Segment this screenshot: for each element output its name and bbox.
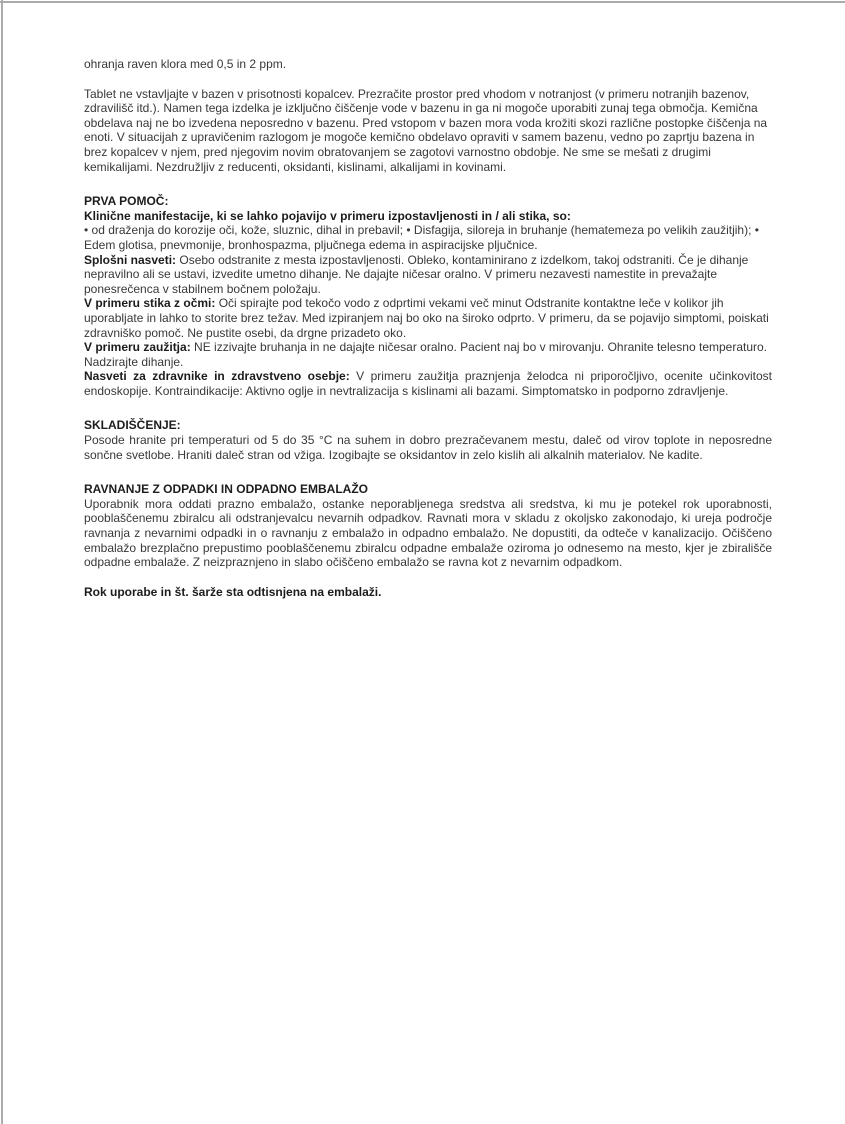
heading-storage: SKLADIŠČENJE: — [84, 418, 181, 433]
waste-handling-text: Uporabnik mora oddati prazno embalažo, ostanke neporabljenega sredstva ali sredstva, ki mu je potekel rok uporabnosti, pooblaščenemu zbiralcu ali odstranjevalcu nevarnih odpadkov. Ravnati mora v skladu z okoljsko zakonodajo, ki ureja področje ravnanja z nevarnimi odpadki in o ravnanju z embalažo in odpadno embalažo. Ne dopustiti, da odteče v kanalizacijo. Očiščeno embalažo brezplačno prepustimo pooblaščenemu zbiralcu odpadne embalaže oziroma jo odnesemo na mesto, kjer je zbirališče odpadne embalaže. Z neizpraznjeno in slabo očiščeno embalažo se ravna kot z nevarnim odpadkom. — [84, 496, 772, 570]
section-waste-handling — [84, 482, 772, 570]
first-aid-doctor-advice — [84, 369, 772, 398]
heading-waste-handling: RAVNANJE Z ODPADKI IN ODPADNO EMBALAŽO — [84, 482, 369, 497]
eye-contact-text: Oči spirajte pod tekočo vodo z odprtimi vekami več minut Odstranite kontaktne leče v kolikor jih uporabljate in lahko to storite brez težav. Med izpiranjem naj bo oko na široko odprto. V primeru, da se pojavijo simptomi, poiskati zdravniško pomoč. Ne pustite osebi, da drgne prizadeto oko. — [84, 296, 769, 340]
ingestion-text: NE izzivajte bruhanja in ne dajajte ničesar oralno. Pacient naj bo v mirovanju. Ohranite telesno temperaturo. Nadzirajte dihanje. — [84, 340, 768, 369]
paragraph-batch-info: Rok uporabe in št. šarže sta odtisnjena na embalaži. — [84, 584, 382, 599]
page-top-edge — [0, 1, 845, 3]
heading-first-aid: PRVA POMOČ: — [84, 194, 169, 209]
eye-contact-label: V primeru stika z očmi: — [84, 296, 216, 311]
doctor-advice-text: V primeru zaužitja praznjenja želodca ni priporočljivo, ocenite učinkovitost endoskopije. Kontraindikacije: Aktivno oglje in nevtralizacija s kislinami ali bazami. Simptomatsko in podporno zdravljenje. — [84, 369, 772, 398]
section-first-aid — [84, 194, 772, 398]
doctor-advice-label: Nasveti za zdravnike in zdravstveno osebje: — [84, 369, 350, 384]
section-storage — [84, 418, 772, 462]
page-left-edge — [1, 0, 3, 1124]
ingestion-label: V primeru zaužitja: — [84, 340, 191, 355]
first-aid-general-advice — [84, 253, 772, 297]
storage-text: Posode hranite pri temperaturi od 5 do 35 °C na suhem in dobro prezračevanem mestu, daleč od virov toplote in neposredne sončne svetlobe. Hraniti daleč stran od vžiga. Izogibajte se oksidantov in zelo kislih ali alkalnih materialov. Ne kadite. — [84, 433, 772, 462]
first-aid-eye-contact — [84, 296, 772, 340]
first-aid-symptom-list: • od draženja do korozije oči, kože, sluznic, dihal in prebavil; • Disfagija, siloreja in bruhanje (hematemeza po velikih zaužitjih); • Edem glotisa, pnevmonije, bronhospazma, pljučnega edema in aspiracijske pljučnice. — [84, 223, 759, 252]
first-aid-clinical-line: Klinične manifestacije, ki se lahko pojavijo v primeru izpostavljenosti in / ali stika, so: — [84, 208, 571, 223]
paragraph-usage-warning: Tablet ne vstavljajte v bazen v prisotnosti kopalcev. Prezračite prostor pred vhodom v notranjost (v primeru notranjih bazenov, zdravilišč itd.). Namen tega izdelka je izključno čiščenje vode v bazenu in ga ni mogoče uporabiti zunaj tega območja. Kemična obdelava naj ne bo izvedena neposredno v bazenu. Pred vstopom v bazen mora voda krožiti skozi različne postopke čiščenja na enoti. V situacijah z upravičenim razlogom je mogoče kemično obdelavo opraviti v samem bazenu, vedno po zaprtju bazena in brez kopalcev v njem, pred njegovim novim obratovanjem se zagotovi varnostno obdobje. Ne sme se mešati z drugimi kemikalijami. Nezdružljiv z reducenti, oksidanti, kislinami, alkalijami in kovinami. — [84, 86, 768, 174]
paragraph-chlorine-level: ohranja raven klora med 0,5 in 2 ppm. — [84, 57, 287, 71]
general-advice-label: Splošni nasveti: — [84, 252, 177, 267]
first-aid-ingestion — [84, 340, 772, 369]
general-advice-text: Osebo odstranite z mesta izpostavljenosti. Obleko, kontaminirano z izdelkom, takoj odstraniti. Če je dihanje nepravilno ali se ustavi, izvedite umetno dihanje. Ne dajajte ničesar oralno. V primeru nezavesti namestite in prevažajte ponesrečenca v stabilnem bočnem položaju. — [84, 252, 749, 296]
document-content — [84, 57, 772, 599]
